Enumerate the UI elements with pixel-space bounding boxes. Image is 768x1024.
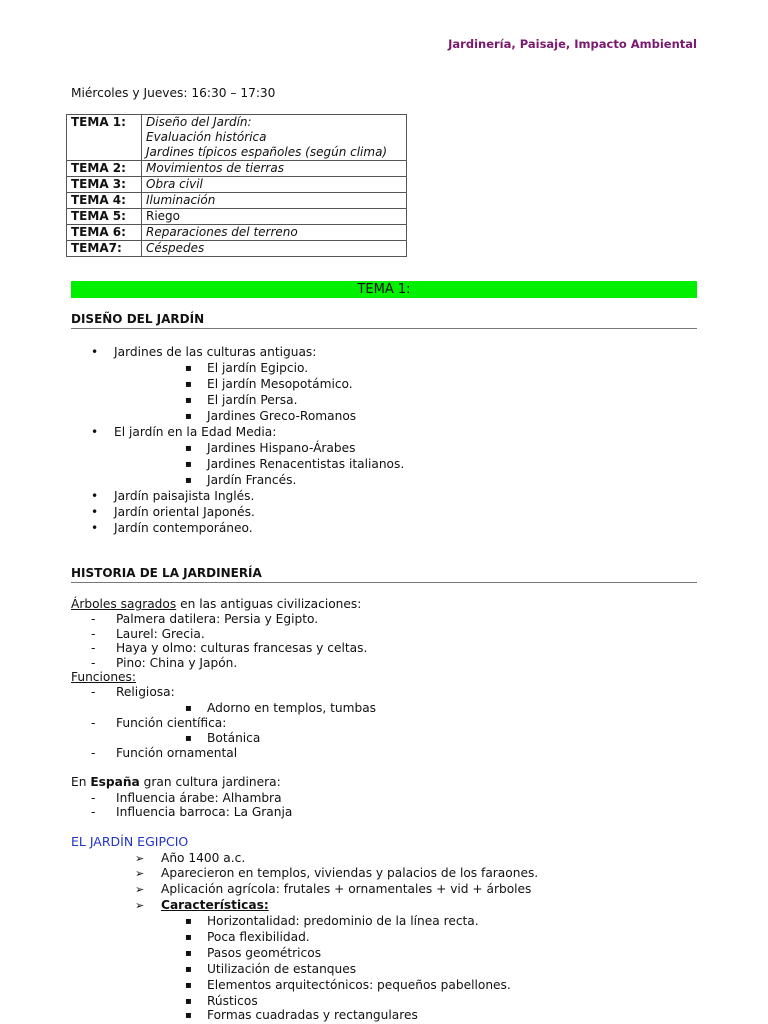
list-item: ▪ Horizontalidad: predominio de la línea recta. [207,914,479,929]
list-item: - Palmera datilera: Persia y Egipto. [116,612,318,627]
list-item: - Influencia barroca: La Granja [116,805,292,820]
tema-label: TEMA 4: [67,193,142,209]
list-item: • El jardín en la Edad Media: [114,425,276,440]
table-row [67,225,407,241]
list-item: - Religiosa: [116,685,175,700]
list-item: ▪ El jardín Egipcio. [207,361,308,376]
tema-label: TEMA 2: [67,161,142,177]
caracteristicas-heading: ➢ Características: [161,898,269,913]
table-row [67,193,407,209]
list-item: ▪ Formas cuadradas y rectangulares [207,1008,418,1023]
list-item: - Pino: China y Japón. [116,656,237,671]
schedule-text: Miércoles y Jueves: 16:30 – 17:30 [71,86,276,100]
temas-table [66,114,407,257]
list-item: ▪ Jardines Greco-Romanos [207,409,356,424]
arboles-link-text: Árboles sagrados [71,597,177,611]
funciones-label: Funciones: [71,670,137,684]
list-item: ▪ Adorno en templos, tumbas [207,701,376,716]
list-item: - Haya y olmo: culturas francesas y celtas. [116,641,367,656]
list-item: ➢ Año 1400 a.c. [161,851,245,866]
list-item: • Jardín paisajista Inglés. [114,489,254,504]
list-item: • Jardín contemporáneo. [114,521,253,536]
espana-intro [71,775,281,790]
list-item: - Influencia árabe: Alhambra [116,791,282,806]
tema-label: TEMA7: [67,241,142,257]
list-item: ▪ El jardín Mesopotámico. [207,377,353,392]
section-heading-egipcio: EL JARDÍN EGIPCIO [71,834,189,849]
tema-description: Obra civil [142,177,407,193]
tema-label: TEMA 3: [67,177,142,193]
espana-post: gran cultura jardinera: [139,775,281,789]
tema-description: Reparaciones del terreno [142,225,407,241]
list-item: ▪ Botánica [207,731,260,746]
tema-label: TEMA 1: [67,115,142,161]
espana-pre: En [71,775,91,789]
list-item: • Jardín oriental Japonés. [114,505,255,520]
list-item: - Laurel: Grecia. [116,627,205,642]
tema-banner: TEMA 1: [71,281,697,298]
list-item: ▪ Jardín Francés. [207,473,296,488]
arboles-rest: en las antiguas civilizaciones: [176,597,362,611]
tema-description: Movimientos de tierras [142,161,407,177]
table-row [67,161,407,177]
tema-line: Evaluación histórica [146,130,267,144]
arboles-intro [71,597,361,612]
list-item: ▪ Utilización de estanques [207,962,356,977]
list-item: ▪ Pasos geométricos [207,946,321,961]
tema-line: Jardines típicos españoles (según clima) [146,145,388,159]
document-header-title: Jardinería, Paisaje, Impacto Ambiental [448,37,697,51]
tema-line: Diseño del Jardín: [146,115,252,129]
list-item: - Función científica: [116,716,226,731]
table-row [67,241,407,257]
tema-label: TEMA 5: [67,209,142,225]
section-heading-historia: HISTORIA DE LA JARDINERÍA [71,566,697,583]
tema-description [142,115,407,161]
espana-bold: España [90,775,140,789]
list-item: ▪ Rústicos [207,994,258,1009]
tema-description: Riego [142,209,407,225]
table-row [67,209,407,225]
list-item: ▪ El jardín Persa. [207,393,297,408]
tema-label: TEMA 6: [67,225,142,241]
list-item: • Jardines de las culturas antiguas: [114,345,316,360]
table-row [67,115,407,161]
list-item: ▪ Elementos arquitectónicos: pequeños pabellones. [207,978,511,993]
tema-description: Céspedes [142,241,407,257]
list-item: ▪ Jardines Renacentistas italianos. [207,457,404,472]
list-item: ➢ Aplicación agrícola: frutales + ornamentales + vid + árboles [161,882,531,897]
list-item: - Función ornamental [116,746,237,761]
list-item: ▪ Jardines Hispano-Árabes [207,441,355,456]
section-heading-diseno: DISEÑO DEL JARDÍN [71,312,697,329]
list-item: ➢ Aparecieron en templos, viviendas y palacios de los faraones. [161,866,538,881]
table-row [67,177,407,193]
list-item: ▪ Poca flexibilidad. [207,930,310,945]
tema-description: Iluminación [142,193,407,209]
